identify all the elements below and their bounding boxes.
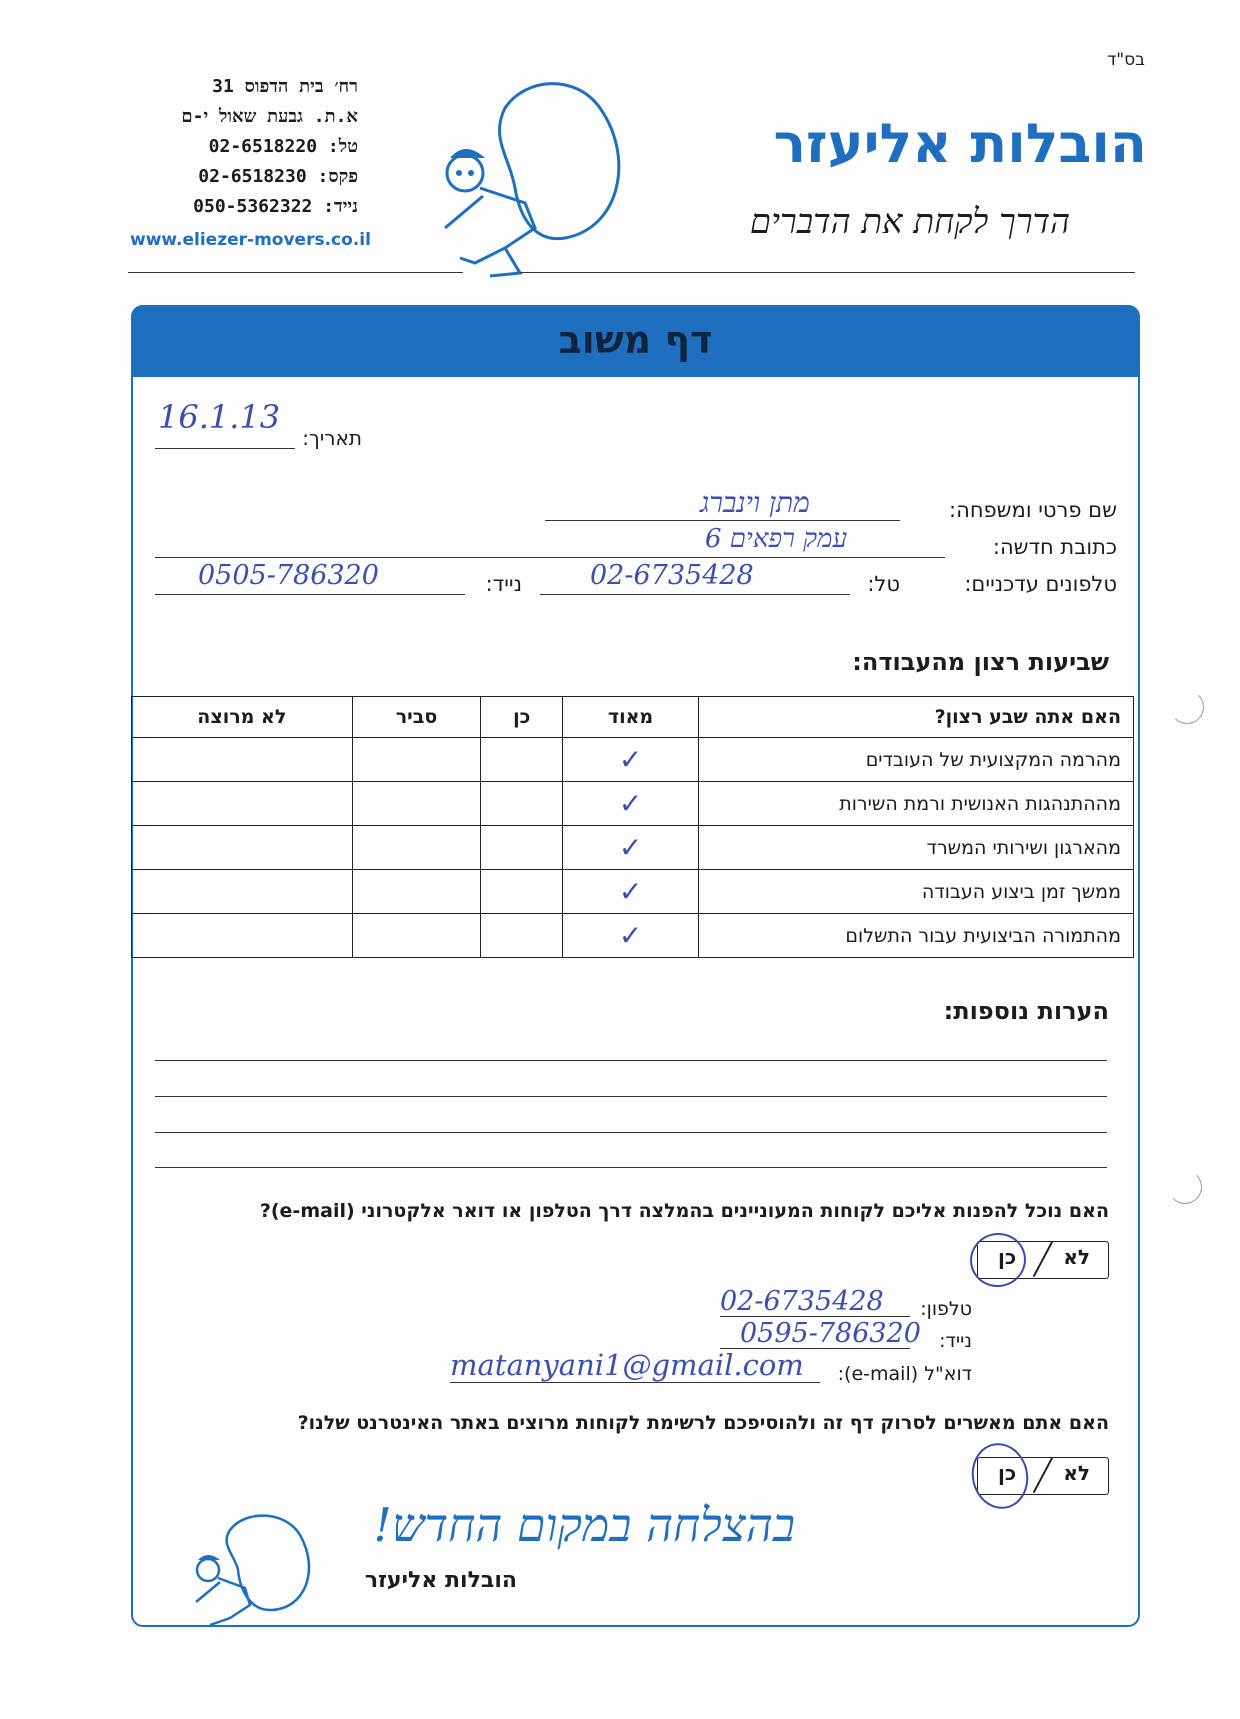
form-title: דף משוב	[558, 318, 713, 362]
tel-label: טל:	[867, 572, 900, 596]
referral-mobile-label: נייד:	[939, 1330, 972, 1352]
check-mark-icon: ✓	[618, 831, 643, 864]
referral-phone-value[interactable]: 02-6735428	[720, 1286, 884, 1317]
company-slogan: הדרך לקחת את הדברים	[749, 202, 1070, 242]
checkbox-yes[interactable]	[481, 826, 563, 870]
footer-mover-icon	[190, 1510, 320, 1630]
company-mobile: נייד: 050-5362322	[193, 196, 358, 217]
date-line	[155, 448, 295, 449]
row-question: מההתנהגות האנושית ורמת השירות	[699, 782, 1134, 826]
checkbox-very[interactable]	[563, 738, 699, 782]
company-website[interactable]: www.eliezer-movers.co.il	[130, 230, 371, 250]
checkbox-reasonable[interactable]	[352, 914, 481, 958]
column-header-not-satisfied: לא מרוצה	[132, 697, 353, 738]
binder-hole-mark	[1170, 690, 1204, 724]
row-question: מהארגון ושירותי המשרד	[699, 826, 1134, 870]
notes-line-1[interactable]	[155, 1060, 1107, 1061]
website-consent-yes-option[interactable]: כן	[998, 1461, 1017, 1485]
notes-line-2[interactable]	[155, 1096, 1107, 1097]
check-mark-icon: ✓	[618, 919, 643, 952]
checkbox-very[interactable]	[563, 826, 699, 870]
top-mark: בס"ד	[1107, 50, 1145, 70]
row-question: ממשך זמן ביצוע העבודה	[699, 870, 1134, 914]
address-line-1: רח׳ בית הדפוס 31	[212, 76, 358, 97]
satisfaction-table	[131, 696, 1134, 958]
referral-email-label: דוא"ל (e-mail):	[837, 1363, 972, 1385]
check-mark-icon: ✓	[618, 787, 643, 820]
company-phone: טל: 02-6518220	[208, 136, 358, 157]
binder-hole-mark	[1168, 1170, 1202, 1204]
column-header-yes: כן	[481, 697, 563, 738]
checkbox-not-satisfied[interactable]	[132, 782, 353, 826]
tel-line	[540, 594, 850, 595]
checkbox-yes[interactable]	[481, 738, 563, 782]
referral-email-value[interactable]: matanyani1@gmail.com	[450, 1348, 804, 1382]
satisfaction-heading: שביעות רצון מהעבודה:	[852, 648, 1109, 676]
checkbox-yes[interactable]	[481, 782, 563, 826]
name-label: שם פרטי ומשפחה:	[949, 498, 1117, 522]
referral-question: האם נוכל להפנות אליכם לקוחות המעוניינים בהמלצה דרך הטלפון או דואר אלקטרוני (e-mail)?	[259, 1200, 1109, 1222]
table-row	[132, 826, 1134, 870]
footer-wish: בהצלחה במקום החדש!	[373, 1498, 795, 1552]
checkbox-yes[interactable]	[481, 870, 563, 914]
column-header-very: מאוד	[563, 697, 699, 738]
row-question: מהרמה המקצועית של העובדים	[699, 738, 1134, 782]
header-divider-right	[520, 272, 1135, 273]
checkbox-not-satisfied[interactable]	[132, 826, 353, 870]
address-line-2: א.ת. גבעת שאול י-ם	[181, 106, 358, 127]
company-fax: פקס: 02-6518230	[198, 166, 358, 187]
referral-yes-option[interactable]: כן	[998, 1245, 1017, 1269]
column-header-question: האם אתה שבע רצון?	[699, 697, 1134, 738]
referral-phone-label: טלפון:	[920, 1298, 972, 1320]
address-line	[155, 557, 945, 558]
checkbox-reasonable[interactable]	[352, 782, 481, 826]
notes-line-4[interactable]	[155, 1167, 1107, 1168]
referral-mobile-value[interactable]: 0595-786320	[740, 1318, 921, 1349]
website-consent-question: האם אתם מאשרים לסרוק דף זה ולהוסיפכם לרשימת לקוחות מרוצים באתר האינטרנט שלנו?	[297, 1412, 1109, 1434]
address-value[interactable]: עמק רפאים 6	[705, 524, 848, 554]
table-row	[132, 738, 1134, 782]
name-value[interactable]: מתן וינברג	[700, 486, 810, 519]
notes-line-3[interactable]	[155, 1132, 1107, 1133]
option-divider	[1033, 1457, 1054, 1493]
option-divider	[1033, 1241, 1054, 1277]
checkbox-reasonable[interactable]	[352, 738, 481, 782]
checkbox-reasonable[interactable]	[352, 826, 481, 870]
checkbox-reasonable[interactable]	[352, 870, 481, 914]
referral-no-option[interactable]: לא	[1063, 1245, 1090, 1269]
website-consent-no-option[interactable]: לא	[1063, 1461, 1090, 1485]
checkbox-not-satisfied[interactable]	[132, 870, 353, 914]
footer-signature: הובלות אליעזר	[364, 1568, 517, 1593]
checkbox-yes[interactable]	[481, 914, 563, 958]
mobile-label: נייד:	[485, 572, 522, 596]
row-question: מהתמורה הביצועית עבור התשלום	[699, 914, 1134, 958]
table-row	[132, 914, 1134, 958]
checkbox-very[interactable]	[563, 870, 699, 914]
referral-email-line	[450, 1382, 820, 1383]
checkbox-very[interactable]	[563, 782, 699, 826]
mobile-value[interactable]: 0505-786320	[198, 560, 379, 591]
date-label: תאריך:	[302, 426, 362, 450]
tel-value[interactable]: 02-6735428	[590, 560, 754, 591]
column-header-reasonable: סביר	[352, 697, 481, 738]
date-value[interactable]: 16.1.13	[158, 398, 281, 436]
address-label: כתובת חדשה:	[992, 535, 1117, 559]
mobile-line	[155, 594, 465, 595]
notes-heading: הערות נוספות:	[943, 997, 1109, 1025]
check-mark-icon: ✓	[618, 743, 643, 776]
checkbox-very[interactable]	[563, 914, 699, 958]
table-row	[132, 870, 1134, 914]
checkbox-not-satisfied[interactable]	[132, 738, 353, 782]
company-name: הובלות אליעזר	[773, 112, 1147, 175]
table-row	[132, 782, 1134, 826]
contact-block	[128, 72, 358, 222]
check-mark-icon: ✓	[618, 875, 643, 908]
name-line	[545, 520, 900, 521]
header-divider-left	[128, 272, 463, 273]
table-header-row	[132, 697, 1134, 738]
mover-carrying-sack-icon	[435, 78, 655, 278]
checkbox-not-satisfied[interactable]	[132, 914, 353, 958]
phones-label: טלפונים עדכניים:	[964, 572, 1117, 596]
